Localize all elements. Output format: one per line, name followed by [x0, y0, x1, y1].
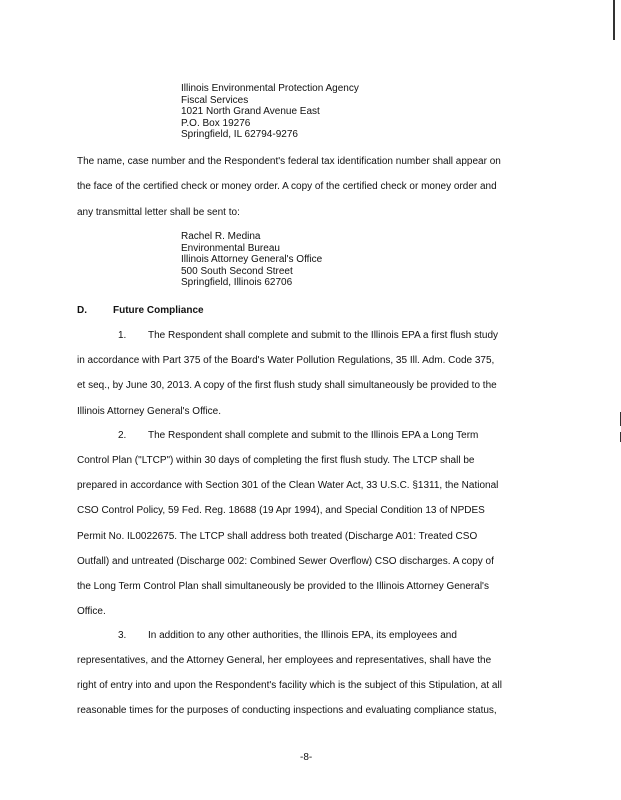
paragraph-line: CSO Control Policy, 59 Fed. Reg. 18688 (19 Apr 1994), and Special Condition 13 of NPDES	[77, 505, 485, 516]
address-line: Rachel R. Medina	[181, 231, 261, 242]
paragraph-line: The Respondent shall complete and submit to the Illinois EPA a Long Term	[148, 430, 479, 441]
paragraph-line: reasonable times for the purposes of conducting inspections and evaluating compliance status,	[77, 705, 497, 716]
address-line: Illinois Attorney General's Office	[181, 254, 323, 265]
paragraph-line: Outfall) and untreated (Discharge 002: Combined Sewer Overflow) CSO discharges. A copy of	[77, 556, 494, 567]
paragraph-line: in accordance with Part 375 of the Board's Water Pollution Regulations, 35 Ill. Adm. Code 375,	[77, 355, 495, 366]
section-heading	[77, 305, 204, 317]
paragraph-line: Office.	[77, 606, 106, 617]
item-number: 2.	[118, 430, 127, 441]
paragraph-line: the Long Term Control Plan shall simultaneously be provided to the Illinois Attorney General's	[77, 581, 489, 592]
address-line: 500 South Second Street	[181, 265, 293, 277]
address-line: Illinois Environmental Protection Agency	[181, 83, 359, 94]
page-number: -8-	[300, 752, 313, 763]
paragraph-line: any transmittal letter shall be sent to:	[77, 207, 240, 218]
paragraph-line: the face of the certified check or money order. A copy of the certified check or money order and	[77, 181, 497, 192]
address-line: 1021 North Grand Avenue East	[181, 106, 320, 117]
address-line: P.O. Box 19276	[181, 117, 251, 129]
section-title: Future Compliance	[113, 305, 204, 316]
paragraph-line: et seq., by June 30, 2013. A copy of the first flush study shall simultaneously be provided to the	[77, 380, 497, 391]
paragraph-line: The Respondent shall complete and submit to the Illinois EPA a first flush study	[148, 330, 498, 341]
section-letter: D.	[77, 305, 87, 316]
address-line: Fiscal Services	[181, 94, 249, 106]
address-line: Environmental Bureau	[181, 242, 280, 254]
paragraph-line: representatives, and the Attorney General, her employees and representatives, shall have the	[77, 655, 492, 666]
address-block-iepa	[181, 83, 359, 141]
paragraph-line: Permit No. IL0022675. The LTCP shall address both treated (Discharge A01: Treated CSO	[77, 531, 478, 542]
item-number: 3.	[118, 630, 127, 641]
paragraph-line: Illinois Attorney General's Office.	[77, 406, 222, 417]
scan-edge-mark	[613, 0, 615, 40]
address-block-ag	[181, 231, 322, 289]
paragraph-line: right of entry into and upon the Respondent's facility which is the subject of this Stipulation, at all	[77, 680, 502, 691]
paragraph-line: The name, case number and the Respondent's federal tax identification number shall appear on	[77, 156, 501, 167]
paragraph-line: prepared in accordance with Section 301 of the Clean Water Act, 33 U.S.C. §1311, the National	[77, 480, 499, 491]
address-line: Springfield, IL 62794-9276	[181, 129, 298, 140]
paragraph-line: In addition to any other authorities, the Illinois EPA, its employees and	[148, 630, 457, 641]
paragraph-line: Control Plan ("LTCP") within 30 days of completing the first flush study. The LTCP shall be	[77, 455, 475, 466]
item-number: 1.	[118, 330, 127, 341]
address-line: Springfield, Illinois 62706	[181, 277, 293, 288]
